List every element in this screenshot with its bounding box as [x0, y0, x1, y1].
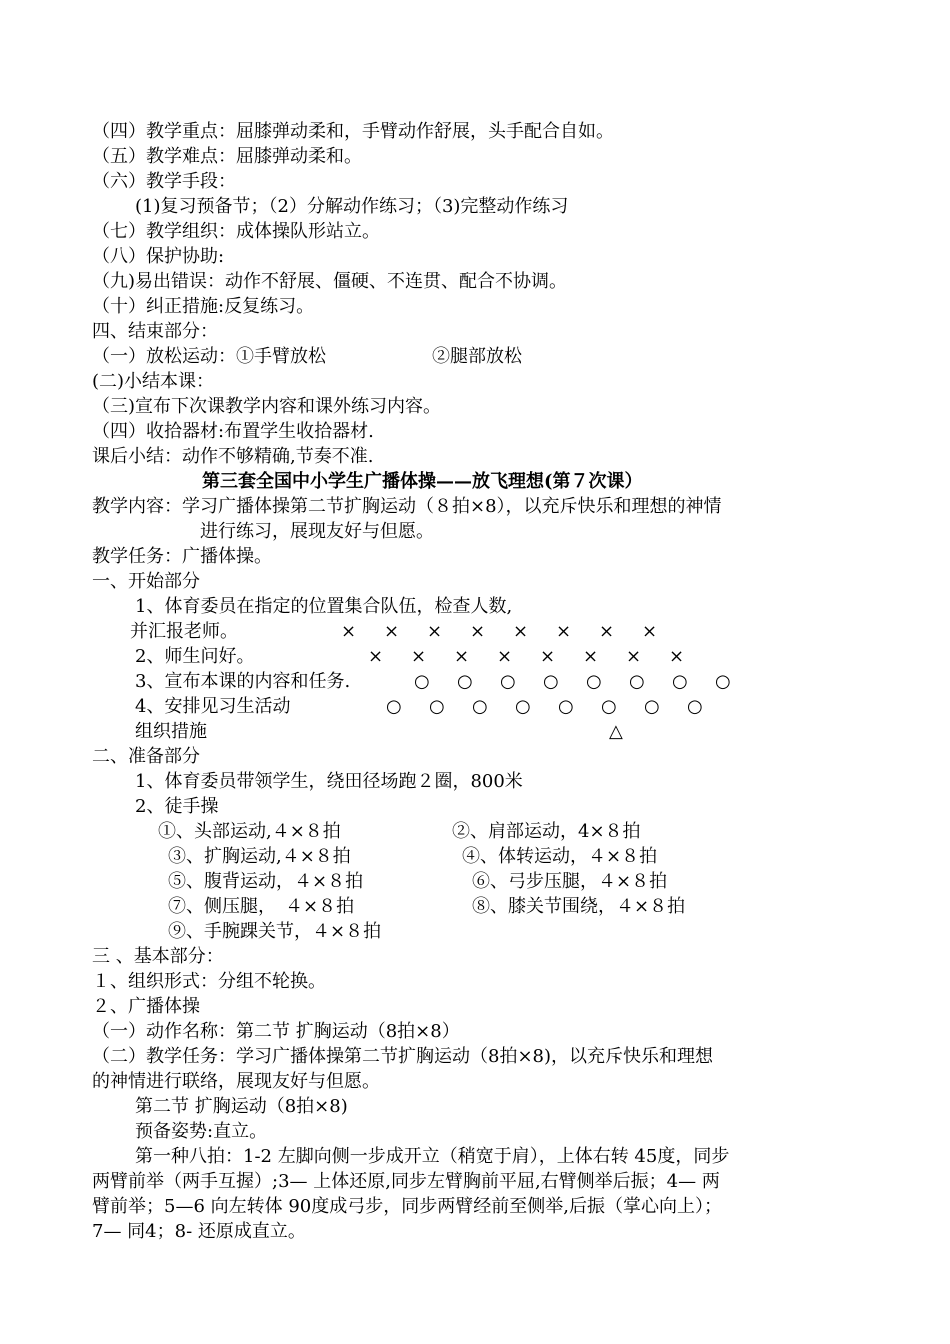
- exercise-item: ④、体转运动，４×８拍: [462, 846, 658, 867]
- student-cross-mark: ×: [470, 621, 486, 642]
- text-line: (二)小结本课：: [92, 371, 215, 392]
- student-cross-mark: ×: [626, 646, 642, 667]
- text-line: （一）动作名称：第二节 扩胸运动（8拍×8）: [92, 1021, 460, 1042]
- student-circle-mark: ○: [601, 696, 617, 717]
- text-line: 组织措施: [135, 721, 207, 742]
- student-circle-mark: ○: [543, 671, 559, 692]
- student-cross-mark: ×: [427, 621, 443, 642]
- student-cross-mark: ×: [411, 646, 427, 667]
- exercise-item: ⑨、手腕踝关节，４×８拍: [168, 921, 382, 942]
- text-line: （四）收拾器材:布置学生收拾器材.: [92, 421, 374, 442]
- exercise-item: ⑥、弓步压腿，４×８拍: [472, 871, 668, 892]
- student-circle-mark: ○: [715, 671, 731, 692]
- text-line: 1、体育委员带领学生，绕田径场跑２圈，800米: [135, 771, 523, 792]
- student-circle-mark: ○: [429, 696, 445, 717]
- student-cross-mark: ×: [341, 621, 357, 642]
- student-circle-mark: ○: [629, 671, 645, 692]
- text-line: 3、宣布本课的内容和任务.: [135, 671, 351, 692]
- text-line: 2、徒手操: [135, 796, 219, 817]
- student-circle-mark: ○: [515, 696, 531, 717]
- lesson-title: 第三套全国中小学生广播体操——放飞理想(第７次课）: [202, 471, 643, 492]
- exercise-item: ②、肩部运动，4×８拍: [452, 821, 641, 842]
- text-line: 7— 同4；8- 还原成直立。: [92, 1221, 306, 1242]
- student-cross-mark: ×: [384, 621, 400, 642]
- student-circle-mark: ○: [500, 671, 516, 692]
- text-line: 教学任务：广播体操。: [92, 546, 272, 567]
- student-cross-mark: ×: [642, 621, 658, 642]
- student-circle-mark: ○: [687, 696, 703, 717]
- text-line: （六）教学手段：: [92, 171, 236, 192]
- text-line: （七）教学组织：成体操队形站立。: [92, 221, 380, 242]
- student-circle-mark: ○: [644, 696, 660, 717]
- section-heading: 二、准备部分: [92, 746, 200, 767]
- exercise-item: ①、头部运动,４×８拍: [158, 821, 341, 842]
- text-line: （九)易出错误：动作不舒展、僵硬、不连贯、配合不协调。: [92, 271, 568, 292]
- student-cross-mark: ×: [669, 646, 685, 667]
- text-line: 第一种八拍：1-2 左脚向侧一步成开立（稍宽于肩），上体右转 45度，同步: [135, 1146, 730, 1167]
- text-line: 的神情进行联络，展现友好与但愿。: [92, 1071, 380, 1092]
- text-line: 进行练习，展现友好与但愿。: [200, 521, 434, 542]
- student-cross-mark: ×: [556, 621, 572, 642]
- text-line: （八）保护协助:: [92, 246, 225, 267]
- teacher-triangle-mark: △: [609, 721, 623, 742]
- text-line: （十）纠正措施:反复练习。: [92, 296, 315, 317]
- section-heading: 一、开始部分: [92, 571, 200, 592]
- text-line: 两臂前举（两手互握）;3— 上体还原,同步左臂胸前平屈,右臂侧举后振；4— 两: [92, 1171, 720, 1192]
- exercise-item: ⑤、腹背运动，４×８拍: [168, 871, 364, 892]
- student-circle-mark: ○: [586, 671, 602, 692]
- text-line: （二）教学任务：学习广播体操第二节扩胸运动（8拍×8)，以充斥快乐和理想: [92, 1046, 714, 1067]
- exercise-item: ⑧、膝关节围绕，４×８拍: [472, 896, 686, 917]
- section-heading: 三 、基本部分：: [92, 946, 224, 967]
- student-cross-mark: ×: [599, 621, 615, 642]
- student-circle-mark: ○: [457, 671, 473, 692]
- text-line: 并汇报老师。: [130, 621, 238, 642]
- text-line: 教学内容：学习广播体操第二节扩胸运动（８拍×8），以充斥快乐和理想的神情: [92, 496, 722, 517]
- text-line: (1)复习预备节；（2）分解动作练习；（3)完整动作练习: [135, 196, 569, 217]
- text-line: 4、安排见习生活动: [135, 696, 291, 717]
- student-circle-mark: ○: [672, 671, 688, 692]
- text-line: （四）教学重点：屈膝弹动柔和，手臂动作舒展，头手配合自如。: [92, 121, 614, 142]
- text-line: （五）教学难点：屈膝弹动柔和。: [92, 146, 362, 167]
- student-cross-mark: ×: [583, 646, 599, 667]
- student-circle-mark: ○: [386, 696, 402, 717]
- text-line: 课后小结：动作不够精确,节奏不准.: [92, 446, 374, 467]
- text-line: ②腿部放松: [432, 346, 522, 367]
- section-heading: 四、结束部分：: [92, 321, 218, 342]
- student-cross-mark: ×: [540, 646, 556, 667]
- student-circle-mark: ○: [558, 696, 574, 717]
- text-line: 2、师生问好。: [135, 646, 255, 667]
- student-circle-mark: ○: [414, 671, 430, 692]
- text-line: 预备姿势:直立。: [135, 1121, 268, 1142]
- text-line: 1、体育委员在指定的位置集合队伍，检查人数,: [135, 596, 513, 617]
- text-line: （一）放松运动：①手臂放松: [92, 346, 326, 367]
- student-cross-mark: ×: [368, 646, 384, 667]
- text-line: 臂前举；5—6 向左转体 90度成弓步，同步两臂经前至侧举,后振（掌心向上）；: [92, 1196, 722, 1217]
- text-line: （三)宣布下次课教学内容和课外练习内容。: [92, 396, 442, 417]
- exercise-item: ⑦、侧压腿， ４×８拍: [168, 896, 355, 917]
- student-cross-mark: ×: [454, 646, 470, 667]
- student-cross-mark: ×: [513, 621, 529, 642]
- student-circle-mark: ○: [472, 696, 488, 717]
- text-line: 第二节 扩胸运动（8拍×8): [135, 1096, 348, 1117]
- student-cross-mark: ×: [497, 646, 513, 667]
- text-line: ２、广播体操: [92, 996, 200, 1017]
- exercise-item: ③、扩胸运动,４×８拍: [168, 846, 351, 867]
- text-line: １、组织形式：分组不轮换。: [92, 971, 326, 992]
